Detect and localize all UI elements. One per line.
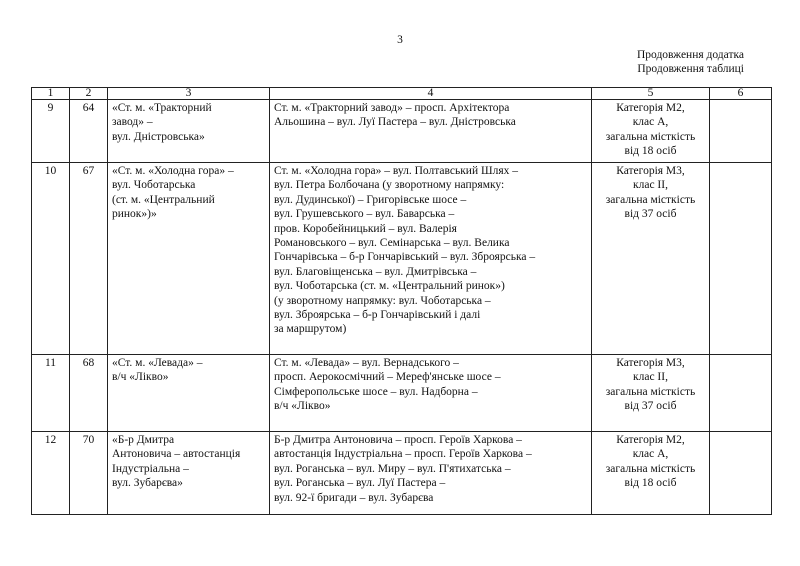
row-number-cell: 11 bbox=[32, 355, 70, 432]
route-name-cell-line: в/ч «Лікво» bbox=[112, 371, 169, 384]
table-row bbox=[32, 100, 772, 163]
column-header: 4 bbox=[270, 88, 592, 100]
route-name-cell-line: «Ст. м. «Холодна гора» – bbox=[112, 165, 234, 177]
vehicle-category-cell bbox=[592, 163, 710, 355]
vehicle-category-cell-line: клас А, bbox=[632, 448, 669, 461]
route-path-cell bbox=[270, 355, 592, 432]
route-path-cell-line: Сімферопольське шосе – вул. Надборна – bbox=[274, 385, 478, 398]
table-row bbox=[32, 355, 772, 432]
vehicle-category-cell-line: від 18 осіб bbox=[624, 477, 677, 490]
row-number-cell: 10 bbox=[32, 163, 70, 355]
row-number-cell: 12 bbox=[32, 432, 70, 515]
route-path-cell-line: вул. Благовіщенська – вул. Дмитрівська – bbox=[274, 265, 477, 278]
page-number: 3 bbox=[397, 34, 403, 46]
route-path-cell-line: автостанція Індустріальна – просп. Героїв Харкова – bbox=[274, 448, 532, 461]
route-path-cell-line: вул. Чоботарська (ст. м. «Центральний ринок») bbox=[274, 280, 505, 293]
route-path-cell-line: вул. Грушевського – вул. Баварська – bbox=[274, 208, 455, 221]
route-path-cell-line: просп. Аерокосмічний – Мереф'янське шосе – bbox=[274, 371, 501, 384]
route-path-cell-line: Альошина – вул. Луї Пастера – вул. Дністровська bbox=[274, 116, 516, 129]
route-path-cell-line: вул. Петра Болбочана (у зворотному напрямку: bbox=[274, 179, 505, 192]
route-name-cell bbox=[108, 432, 270, 515]
route-name-cell-line: «Б-р Дмитра bbox=[112, 434, 175, 446]
column-header: 5 bbox=[592, 88, 710, 100]
route-name-cell-line: завод» – bbox=[112, 116, 153, 129]
vehicle-category-cell-line: загальна місткість bbox=[605, 193, 696, 206]
route-name-cell-line: Індустріальна – bbox=[112, 462, 189, 475]
vehicle-category-cell bbox=[592, 355, 710, 432]
note-cell bbox=[710, 163, 772, 355]
vehicle-category-cell-line: загальна місткість bbox=[605, 462, 696, 475]
route-name-cell-line: вул. Дністровська» bbox=[112, 130, 205, 143]
route-number-cell: 64 bbox=[70, 100, 108, 163]
route-path-cell-line: вул. Роганська – вул. Луї Пастера – bbox=[274, 477, 446, 490]
column-header: 1 bbox=[32, 88, 70, 100]
route-path-cell-line: за маршрутом) bbox=[274, 323, 347, 336]
vehicle-category-cell-line: клас ІІ, bbox=[633, 371, 668, 384]
column-header: 2 bbox=[70, 88, 108, 100]
route-name-cell bbox=[108, 355, 270, 432]
route-name-cell bbox=[108, 163, 270, 355]
continuation-header bbox=[637, 48, 744, 76]
vehicle-category-cell-line: клас А, bbox=[632, 116, 669, 129]
route-path-cell-line: в/ч «Лікво» bbox=[274, 400, 331, 413]
route-name-cell-line: Антоновича – автостанція bbox=[112, 448, 241, 461]
vehicle-category-cell bbox=[592, 432, 710, 515]
route-path-cell-line: вул. 92-ї бригади – вул. Зубарєва bbox=[274, 491, 434, 504]
route-path-cell-line: вул. Роганська – вул. Миру – вул. П'ятихатська – bbox=[274, 462, 511, 475]
route-path-cell bbox=[270, 100, 592, 163]
route-name-cell-line: (ст. м. «Центральний bbox=[112, 193, 215, 206]
vehicle-category-cell-line: Категорія М3, bbox=[616, 165, 685, 177]
routes-table bbox=[31, 87, 772, 515]
appendix-continuation: Продовження додатка bbox=[636, 49, 744, 61]
route-path-cell-line: (у зворотному напрямку: вул. Чоботарська – bbox=[274, 294, 491, 307]
table-continuation: Продовження таблиці bbox=[637, 63, 744, 75]
route-name-cell bbox=[108, 100, 270, 163]
route-path-cell bbox=[270, 163, 592, 355]
row-number-cell: 9 bbox=[32, 100, 70, 163]
route-name-cell-line: вул. Чоботарська bbox=[112, 179, 196, 192]
route-number-cell: 67 bbox=[70, 163, 108, 355]
vehicle-category-cell-line: від 37 осіб bbox=[624, 208, 677, 221]
vehicle-category-cell-line: клас ІІ, bbox=[633, 179, 668, 192]
route-path-cell-line: Ст. м. «Левада» – вул. Вернадського – bbox=[274, 357, 459, 369]
vehicle-category-cell-line: загальна місткість bbox=[605, 130, 696, 143]
vehicle-category-cell-line: Категорія М2, bbox=[616, 434, 685, 446]
vehicle-category-cell bbox=[592, 100, 710, 163]
vehicle-category-cell-line: загальна місткість bbox=[605, 385, 696, 398]
table-row bbox=[32, 163, 772, 355]
route-name-cell-line: «Ст. м. «Левада» – bbox=[112, 357, 203, 369]
route-name-cell-line: ринок»)» bbox=[112, 208, 157, 221]
route-path-cell-line: Ст. м. «Тракторний завод» – просп. Архітектора bbox=[274, 102, 510, 114]
note-cell bbox=[710, 100, 772, 163]
vehicle-category-cell-line: від 18 осіб bbox=[624, 145, 677, 158]
vehicle-category-cell-line: від 37 осіб bbox=[624, 400, 677, 413]
column-number-row bbox=[32, 88, 772, 100]
vehicle-category-cell-line: Категорія М3, bbox=[616, 357, 685, 369]
column-header: 3 bbox=[108, 88, 270, 100]
route-number-cell: 68 bbox=[70, 355, 108, 432]
vehicle-category-cell-line: Категорія М2, bbox=[616, 102, 685, 114]
column-header: 6 bbox=[710, 88, 772, 100]
route-path-cell-line: Б-р Дмитра Антоновича – просп. Героїв Харкова – bbox=[274, 434, 522, 446]
route-number-cell: 70 bbox=[70, 432, 108, 515]
route-path-cell-line: вул. Зброярська – б-р Гончарівський і далі bbox=[274, 309, 481, 322]
route-path-cell-line: Романовського – вул. Семінарська – вул. Велика bbox=[274, 237, 510, 250]
route-path-cell bbox=[270, 432, 592, 515]
route-path-cell-line: Ст. м. «Холодна гора» – вул. Полтавський Шлях – bbox=[274, 165, 518, 177]
route-path-cell-line: пров. Коробейницький – вул. Валерія bbox=[274, 222, 457, 235]
route-name-cell-line: «Ст. м. «Тракторний bbox=[112, 102, 212, 114]
note-cell bbox=[710, 432, 772, 515]
table-row bbox=[32, 432, 772, 515]
route-name-cell-line: вул. Зубарєва» bbox=[112, 477, 183, 490]
route-path-cell-line: Гончарівська – б-р Гончарівський – вул. Зброярська – bbox=[274, 251, 536, 264]
note-cell bbox=[710, 355, 772, 432]
route-path-cell-line: вул. Дудинської) – Григорівське шосе – bbox=[274, 193, 467, 206]
